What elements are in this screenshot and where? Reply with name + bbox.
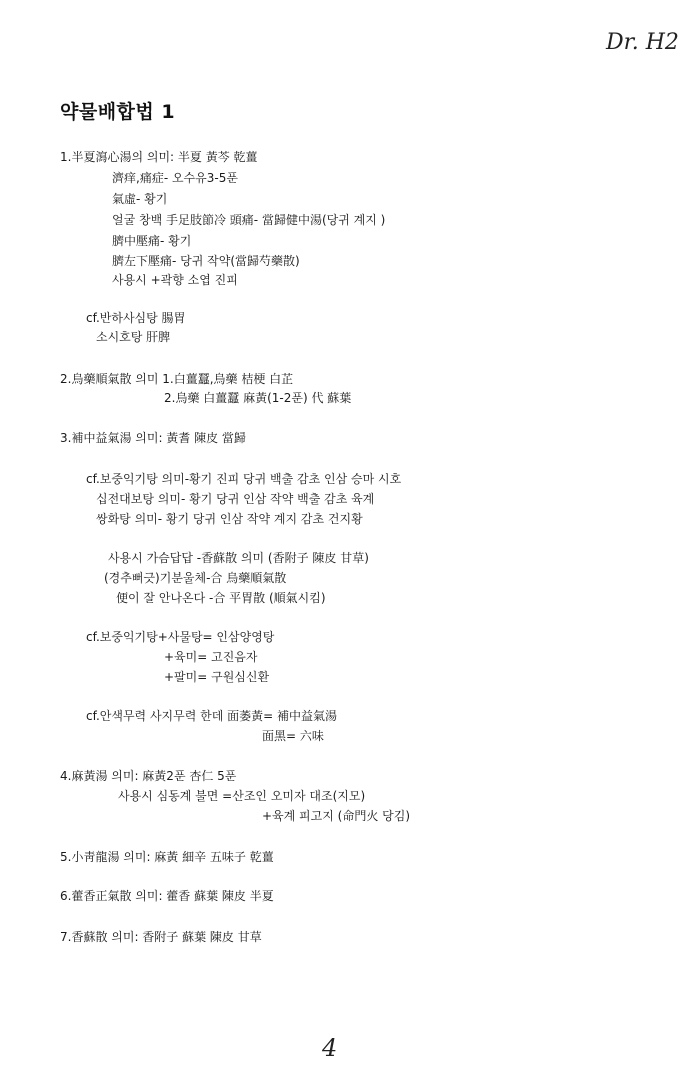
text-line: 사용시 심동계 불면 =산조인 오미자 대조(지모) [118,789,366,803]
text-line: 7.香蘇散 의미: 香附子 蘇葉 陳皮 甘草 [60,930,262,944]
text-line: cf.보중익기탕+사물탕= 인삼양영탕 [86,630,275,644]
text-line: +팔미= 구원심신환 [164,670,270,684]
text-line: 4.麻黃湯 의미: 麻黃2푼 杏仁 5푼 [60,769,237,783]
text-line: 사용시 +곽향 소엽 진피 [112,273,238,287]
text-line: +육미= 고진음자 [164,650,258,664]
text-line: cf.안색무력 사지무력 한데 面萎黃= 補中益氣湯 [86,709,337,723]
text-line: cf.보중익기탕 의미-황기 진피 당귀 백출 감초 인삼 승마 시호 [86,472,402,486]
handwritten-corner-note: Dr. H2 [606,30,679,55]
text-line: 쌍화탕 의미- 황기 당귀 인삼 작약 계지 감초 건지황 [96,512,363,526]
text-line: 氣虛- 황기 [112,192,168,206]
text-line: 5.小靑龍湯 의미: 麻黃 細辛 五味子 乾薑 [60,850,274,864]
text-line: 臍左下壓痛- 당귀 작약(當歸芍藥散) [112,254,300,268]
text-line: 십전대보탕 의미- 황기 당귀 인삼 작약 백출 감초 육계 [96,492,375,506]
text-line: 6.藿香正氣散 의미: 藿香 蘇葉 陳皮 半夏 [60,889,274,903]
text-line: 便이 잘 안나온다 -合 平胃散 (順氣시킴) [116,591,326,605]
text-line: (경추뻐긋)기분울체-合 烏藥順氣散 [104,571,287,585]
text-line: 2.烏藥 白薑蠶 麻黃(1-2푼) 代 蘇葉 [164,391,352,405]
text-line: 面黑= 六味 [262,729,324,743]
text-line: 사용시 가슴답답 -香蘇散 의미 (香附子 陳皮 甘草) [108,551,369,565]
text-line: 1.半夏瀉心湯의 의미: 半夏 黃芩 乾薑 [60,150,258,164]
text-line: +육계 피고지 (命門火 당김) [262,809,411,823]
text-line: 2.烏藥順氣散 의미 1.白薑蠶,烏藥 桔梗 白芷 [60,372,294,386]
text-line: 3.補中益氣湯 의미: 黃耆 陳皮 當歸 [60,431,246,445]
text-line: 濟痒,痛症- 오수유3-5푼 [112,171,238,185]
text-line: 소시호탕 肝脾 [96,330,171,344]
text-line: cf.반하사심탕 腸胃 [86,311,186,325]
text-line: 臍中壓痛- 황기 [112,234,192,248]
page-number: 4 [322,1034,338,1062]
page-title: 약물배합법 1 [60,101,176,123]
text-line: 얼굴 창백 手足肢節冷 頭痛- 當歸健中湯(당귀 계지 ) [112,213,386,227]
